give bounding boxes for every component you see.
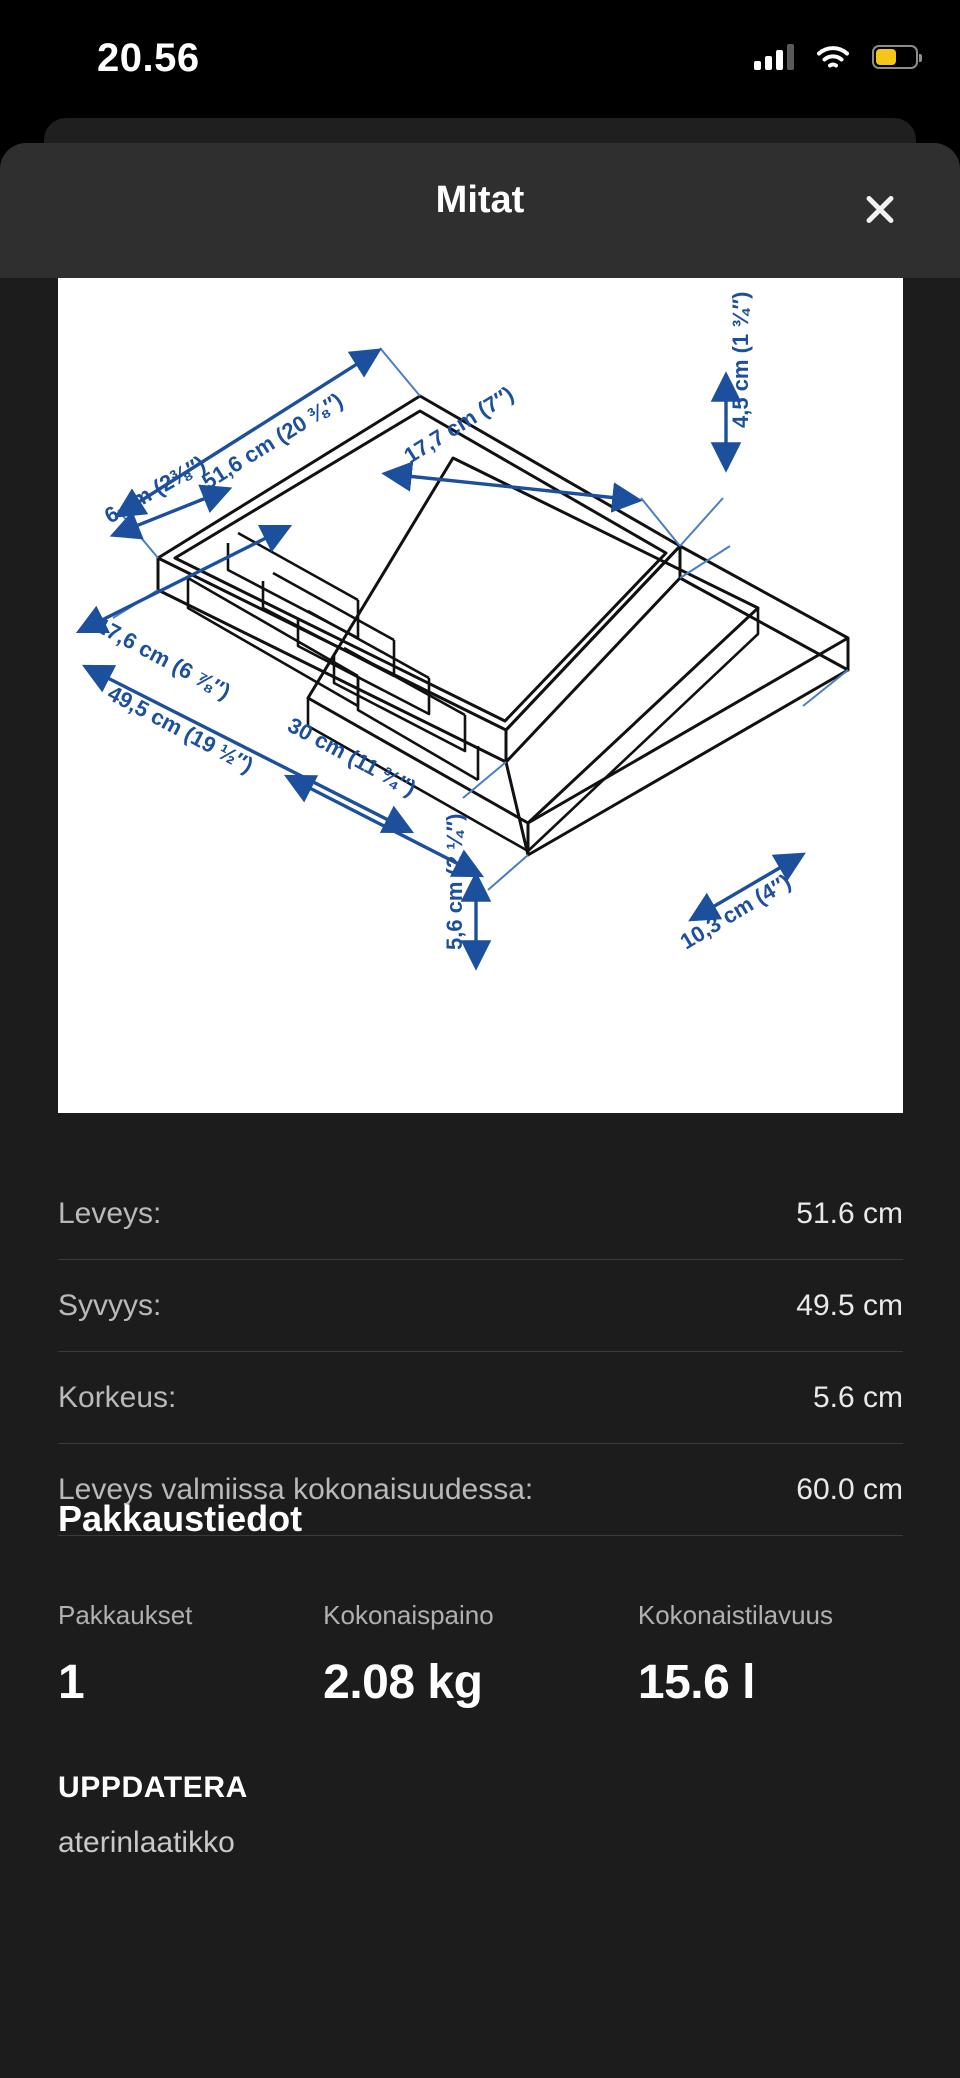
- cellular-signal-icon: [754, 44, 794, 70]
- dimension-label: 51,6 cm (20 ⅜″): [197, 387, 348, 495]
- dimension-label: 17,7 cm (7″): [399, 381, 519, 469]
- packaging-stat-cell: [638, 1600, 903, 1710]
- product-dimension-drawing: [58, 278, 903, 1113]
- dimension-spec-list: [58, 1168, 903, 1536]
- battery-low-power-icon: [872, 45, 918, 69]
- status-time: 20.56: [97, 36, 200, 80]
- packaging-stat-cell: [323, 1600, 638, 1710]
- spec-value: 49.5 cm: [796, 1288, 903, 1322]
- packaging-stat-value: 2.08 kg: [323, 1656, 483, 1709]
- packaging-stat-value: 15.6 l: [637, 1656, 755, 1709]
- spec-value: 60.0 cm: [796, 1472, 903, 1506]
- page-title: Mitat: [435, 179, 525, 221]
- dimensions-modal-sheet: [0, 143, 960, 2078]
- dimension-label: 5,6 cm (2 ¼″): [442, 813, 467, 950]
- spec-label: Korkeus:: [58, 1380, 177, 1414]
- packaging-stat-value: 1: [58, 1656, 85, 1709]
- wifi-icon: [816, 44, 850, 70]
- dimension-label: 10,3 cm (4″): [675, 868, 796, 955]
- spec-label: Leveys valmiissa kokonaisuudessa:: [58, 1472, 534, 1506]
- modal-header: [0, 143, 960, 278]
- packaging-stat-caption: Pakkaukset: [58, 1600, 193, 1630]
- spec-row: [58, 1352, 903, 1444]
- dimension-label: 4,5 cm (1 ¾″): [728, 291, 753, 428]
- dimension-label: 30 cm (11 ¾″): [283, 712, 421, 801]
- product-name: aterinlaatikko: [58, 1826, 235, 1859]
- status-icon-group: [754, 40, 918, 74]
- spec-row: [58, 1260, 903, 1352]
- spec-value: 51.6 cm: [796, 1196, 903, 1230]
- packaging-stats: [58, 1600, 903, 1710]
- status-bar: [0, 0, 960, 118]
- packaging-stat-caption: Kokonaispaino: [323, 1600, 494, 1630]
- spec-label: Syvyys:: [58, 1288, 162, 1322]
- close-icon[interactable]: [852, 181, 908, 237]
- product-brand: UPPDATERA: [58, 1771, 248, 1804]
- spec-value: 5.6 cm: [812, 1380, 903, 1414]
- dimension-label: 49,5 cm (19 ½″): [103, 680, 258, 778]
- packaging-stat-cell: [58, 1600, 323, 1710]
- packaging-section-title: Pakkaustiedot: [58, 1498, 303, 1539]
- dimension-label: 6 cm (2⅜″): [100, 450, 210, 529]
- spec-label: Leveys:: [58, 1196, 162, 1230]
- dimension-label: 17,6 cm (6 ⅞″): [91, 612, 235, 705]
- spec-row: [58, 1168, 903, 1260]
- packaging-stat-caption: Kokonaistilavuus: [637, 1600, 833, 1630]
